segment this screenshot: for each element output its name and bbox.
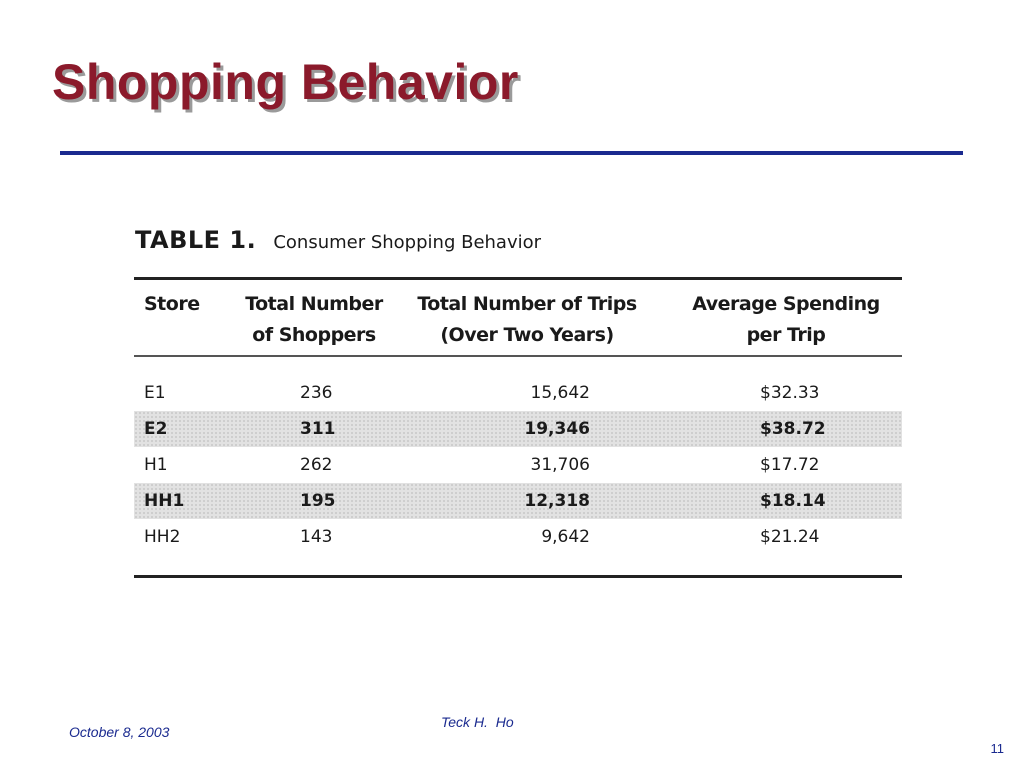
cell-spending: $32.33	[760, 383, 820, 403]
slide-title: Shopping Behavior	[52, 54, 519, 110]
header-shoppers-line-1: Total Number	[245, 293, 383, 315]
table-row	[134, 411, 902, 447]
table-row	[134, 519, 902, 555]
cell-store: E2	[144, 419, 168, 439]
cell-spending: $21.24	[760, 527, 820, 547]
footer-date: October 8, 2003	[69, 724, 170, 740]
header-total-shoppers	[244, 283, 384, 357]
cell-spending: $18.14	[760, 491, 826, 511]
cell-trips: 31,706	[530, 455, 590, 475]
header-shoppers-line-2: of Shoppers	[252, 324, 376, 346]
cell-trips: 19,346	[524, 419, 590, 439]
header-trips-line-1: Total Number of Trips	[417, 293, 637, 315]
table-row	[134, 375, 902, 411]
table-caption-text: Consumer Shopping Behavior	[273, 232, 542, 253]
cell-shoppers: 143	[300, 527, 333, 547]
cell-spending: $38.72	[760, 419, 826, 439]
header-trips-line-2: (Over Two Years)	[440, 324, 614, 346]
table-bottom-rule	[134, 575, 902, 578]
cell-trips: 15,642	[530, 383, 590, 403]
cell-store: HH1	[144, 491, 185, 511]
cell-store: HH2	[144, 527, 181, 547]
title-divider	[60, 151, 963, 155]
cell-shoppers: 311	[300, 419, 336, 439]
cell-shoppers: 195	[300, 491, 336, 511]
table-row	[134, 447, 902, 483]
header-spend-line-1: Average Spending	[692, 293, 880, 315]
shopping-behavior-table	[134, 283, 902, 555]
header-spend-line-2: per Trip	[746, 324, 826, 346]
table-label: TABLE 1.	[135, 226, 257, 254]
footer-author: Teck H. Ho	[441, 714, 514, 730]
header-average-spending	[670, 283, 902, 357]
cell-store: H1	[144, 455, 168, 475]
table-top-rule	[134, 277, 902, 280]
table-body-spacer	[134, 357, 902, 375]
table-row	[134, 483, 902, 519]
cell-spending: $17.72	[760, 455, 820, 475]
page-number: 11	[990, 741, 1004, 756]
table-caption	[135, 226, 541, 254]
cell-trips: 12,318	[524, 491, 590, 511]
cell-shoppers: 236	[300, 383, 333, 403]
header-store	[134, 283, 244, 357]
header-store-label: Store	[144, 293, 200, 315]
cell-trips: 9,642	[541, 527, 590, 547]
table-header-row	[134, 283, 902, 357]
cell-shoppers: 262	[300, 455, 333, 475]
header-total-trips	[384, 283, 670, 357]
cell-store: E1	[144, 383, 166, 403]
